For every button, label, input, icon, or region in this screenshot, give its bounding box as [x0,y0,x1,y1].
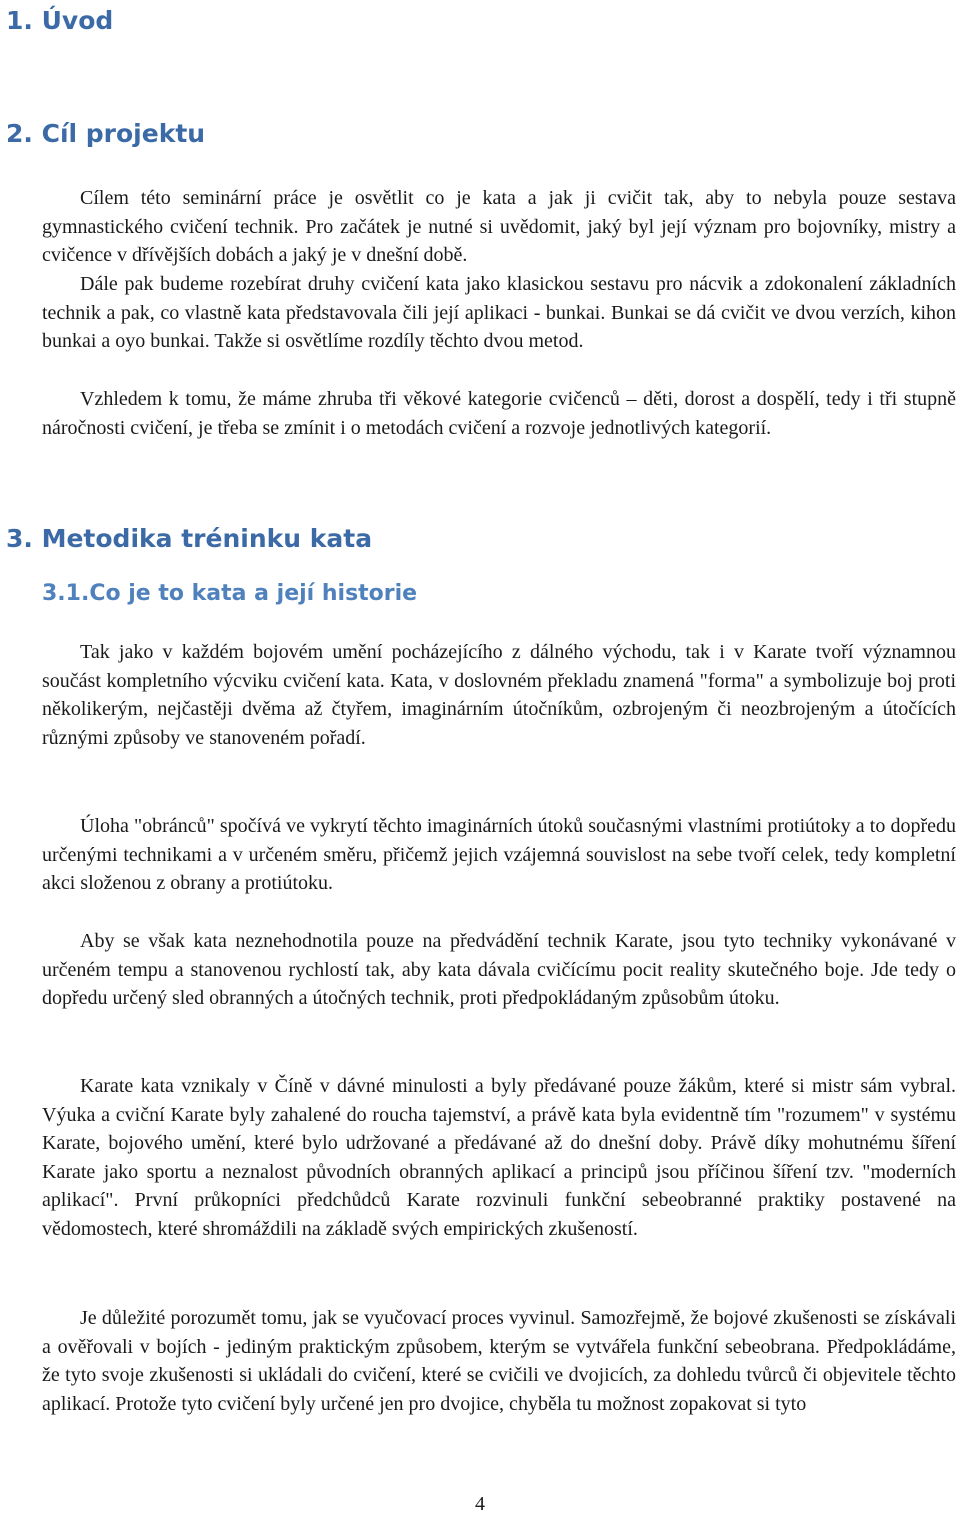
history-paragraph-2-part-a: Úloha "obránců" spočívá ve vykrytí těchto imaginárních útoků současnými vlastními protiútoky a to dopředu určenými technikami a v určeném směru, přičemž jejich vzájemná souvislost na sebe tvoří celek, tedy kompletní akci složenou z obrany a protiútoku. [42,815,956,895]
page-number: 4 [475,1493,485,1515]
history-paragraph-1-part-a: Tak jako v každém bojovém umění pocházejícího z dálného východu, tak i v Karate tvoří významnou součást kompletního výcviku cvičení kata. [42,641,956,692]
history-paragraph-1-part-b: Kata, v doslovném překladu znamená "forma" a symbolizuje boj proti několikerým, nejčastěji dvěma až čtyřem, imaginárním útočníkům, ozbrojeným či neozbrojeným a útočících různými způsoby ve stanoveném pořadí. [42,669,956,749]
goal-paragraph-1: Cílem této seminární práce je osvětlit co je kata a jak ji cvičit tak, aby to nebyla pouze sestava gymnastického cvičení technik. Pro začátek je nutné si uvědomit, jaký byl její význam pro bojovníky, mistry a cvičence v dřívějších dobách a jaký je v dnešní době. [42,187,956,267]
history-paragraph-4 [42,1072,956,1244]
history-paragraph-5-part-a: Je důležité porozumět tomu, jak se vyučovací proces vyvinul. [80,1307,581,1329]
history-paragraph-5 [42,1304,956,1418]
heading-intro: 1. Úvod [6,6,114,35]
history-paragraph-3 [42,927,956,1013]
history-paragraph-5-part-b: Samozřejmě, že bojové zkušenosti se získávali a ověřovali v bojích - jediným praktickým způsobem, kterým se vytvářela funkční sebeobrana. Předpokládáme, že tyto svoje zkušenosti si ukládali do cvičení, které se cvičili ve dvojicích, za dohledu tvůrců či objevitele těchto aplikací. Protože tyto cvičení byly určené jen pro dvojice, chyběla tu možnost zopakovat si tyto [42,1307,957,1415]
goal-paragraph-3: Vzhledem k tomu, že máme zhruba tři věkové kategorie cvičenců – děti, dorost a dospělí, tedy i tři stupně náročnosti cvičení, je třeba se zmínit i o metodách cvičení a rozvoje jednotlivých kategorií. [42,388,956,439]
heading-goal: 2. Cíl projektu [6,119,206,148]
history-paragraph-3-part-a: Aby se však kata neznehodnotila pouze na předvádění technik Karate, jsou tyto techniky vykonávané v určeném tempu a stanovenou rychlostí tak, aby kata dávala cvičícímu pocit reality skutečného boje. [42,930,956,981]
history-paragraph-2 [42,812,956,898]
goal-paragraph-2: Dále pak budeme rozebírat druhy cvičení kata jako klasickou sestavu pro nácvik a zdokonalení základních technik a pak, co vlastně kata představovala čili její aplikaci - bunkai. Bunkai se dá cvičit ve dvou verzích, kihon bunkai a oyo bunkai. Takže si osvětlíme rozdíly těchto dvou metod. [42,273,956,353]
heading-history: 3.1.Co je to kata a její historie [42,581,418,606]
history-paragraph-1 [42,638,956,752]
history-paragraph-4-part-a: Karate kata vznikaly v Číně v dávné minulosti a byly předávané pouze žákům, které si mistr sám vybral. [80,1075,956,1097]
heading-method: 3. Metodika tréninku kata [6,524,373,553]
history-paragraph-3-part-b: Jde tedy o dopředu určený sled obranných a útočných technik, proti předpokládaným způsobům útoku. [42,958,956,1010]
history-paragraph-4-part-b: Výuka a cviční Karate byly zahalené do roucha tajemství, a právě kata byla evidentně tím "rozumem" v systému Karate, bojového umění, které bylo udržované a předávané až do dnešní doby. Právě díky mohutnému šíření Karate jako sportu a neznalost původních obranných aplikací a principů jsou příčinou šíření tzv. "moderních aplikací". První průkopníci předchůdců Karate rozvinuli funkční sebeobranné praktiky postavené na vědomostech, které shromáždili na základě svých empirických zkušeností. [42,1103,956,1240]
